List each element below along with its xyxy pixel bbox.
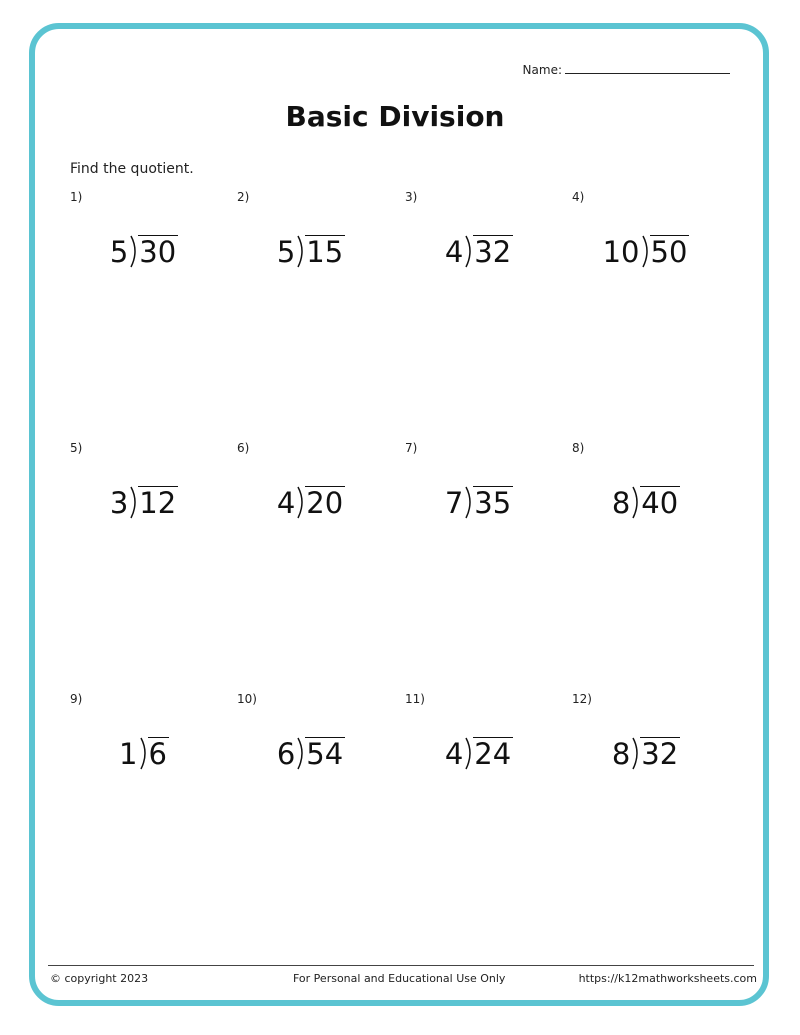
long-division-expression: [70, 479, 218, 519]
footer-divider: [48, 965, 754, 966]
division-bracket: [130, 234, 139, 268]
dividend: 35: [474, 486, 512, 520]
division-bracket: [632, 485, 641, 519]
divisor: 6: [276, 737, 296, 771]
division-bracket: [632, 736, 641, 770]
divisor: 10: [602, 235, 640, 269]
problem-1: [70, 190, 230, 290]
problem-6: [237, 441, 397, 541]
worksheet-title: Basic Division: [285, 100, 505, 133]
problem-5: [70, 441, 230, 541]
problem-number: 8): [572, 441, 585, 455]
long-division-expression: [572, 228, 720, 268]
dividend: 40: [641, 486, 679, 520]
dividend: 50: [650, 235, 688, 269]
problem-number: 9): [70, 692, 83, 706]
problem-number: 1): [70, 190, 83, 204]
footer-copyright: © copyright 2023: [50, 972, 149, 985]
problem-number: 3): [405, 190, 418, 204]
problem-number: 12): [572, 692, 592, 706]
problem-number: 11): [405, 692, 425, 706]
long-division-expression: [572, 730, 720, 770]
footer-usage-note: For Personal and Educational Use Only: [293, 972, 506, 985]
dividend: 30: [139, 235, 177, 269]
long-division-expression: [405, 228, 553, 268]
long-division-expression: [70, 228, 218, 268]
problem-12: [572, 692, 732, 792]
name-blank-line[interactable]: [565, 62, 730, 74]
long-division-expression: [405, 479, 553, 519]
division-bracket: [140, 736, 149, 770]
divisor: 1: [119, 737, 138, 771]
divisor: 3: [109, 486, 129, 520]
divisor: 4: [444, 235, 464, 269]
divisor: 4: [444, 737, 464, 771]
dividend: 15: [306, 235, 344, 269]
long-division-expression: [405, 730, 553, 770]
divisor: 7: [444, 486, 464, 520]
problem-7: [405, 441, 565, 541]
divisor: 4: [276, 486, 296, 520]
footer-url-link[interactable]: https://k12mathworksheets.com: [578, 972, 757, 985]
problem-10: [237, 692, 397, 792]
division-bracket: [297, 736, 306, 770]
divisor: 5: [109, 235, 129, 269]
long-division-expression: [572, 479, 720, 519]
problem-number: 6): [237, 441, 250, 455]
dividend: 12: [139, 486, 177, 520]
long-division-expression: [237, 228, 385, 268]
problem-9: [70, 692, 230, 792]
dividend: 20: [306, 486, 344, 520]
problem-number: 7): [405, 441, 418, 455]
long-division-expression: [70, 730, 218, 770]
instructions: Find the quotient.: [70, 161, 194, 177]
division-bracket: [642, 234, 651, 268]
divisor: 5: [276, 235, 296, 269]
problem-3: [405, 190, 565, 290]
division-bracket: [130, 485, 139, 519]
problem-number: 5): [70, 441, 83, 455]
dividend: 32: [474, 235, 512, 269]
dividend: 24: [474, 737, 512, 771]
dividend: 32: [641, 737, 679, 771]
problem-8: [572, 441, 732, 541]
division-bracket: [297, 485, 306, 519]
dividend: 54: [306, 737, 344, 771]
problem-4: [572, 190, 732, 290]
problem-number: 2): [237, 190, 250, 204]
divisor: 8: [611, 486, 631, 520]
long-division-expression: [237, 479, 385, 519]
division-bracket: [465, 736, 474, 770]
division-bracket: [465, 234, 474, 268]
dividend: 6: [148, 737, 167, 771]
problem-2: [237, 190, 397, 290]
problem-number: 10): [237, 692, 257, 706]
name-label: Name:: [522, 63, 562, 77]
problem-number: 4): [572, 190, 585, 204]
divisor: 8: [611, 737, 631, 771]
problem-11: [405, 692, 565, 792]
long-division-expression: [237, 730, 385, 770]
division-bracket: [465, 485, 474, 519]
division-bracket: [297, 234, 306, 268]
name-field[interactable]: [523, 62, 730, 77]
